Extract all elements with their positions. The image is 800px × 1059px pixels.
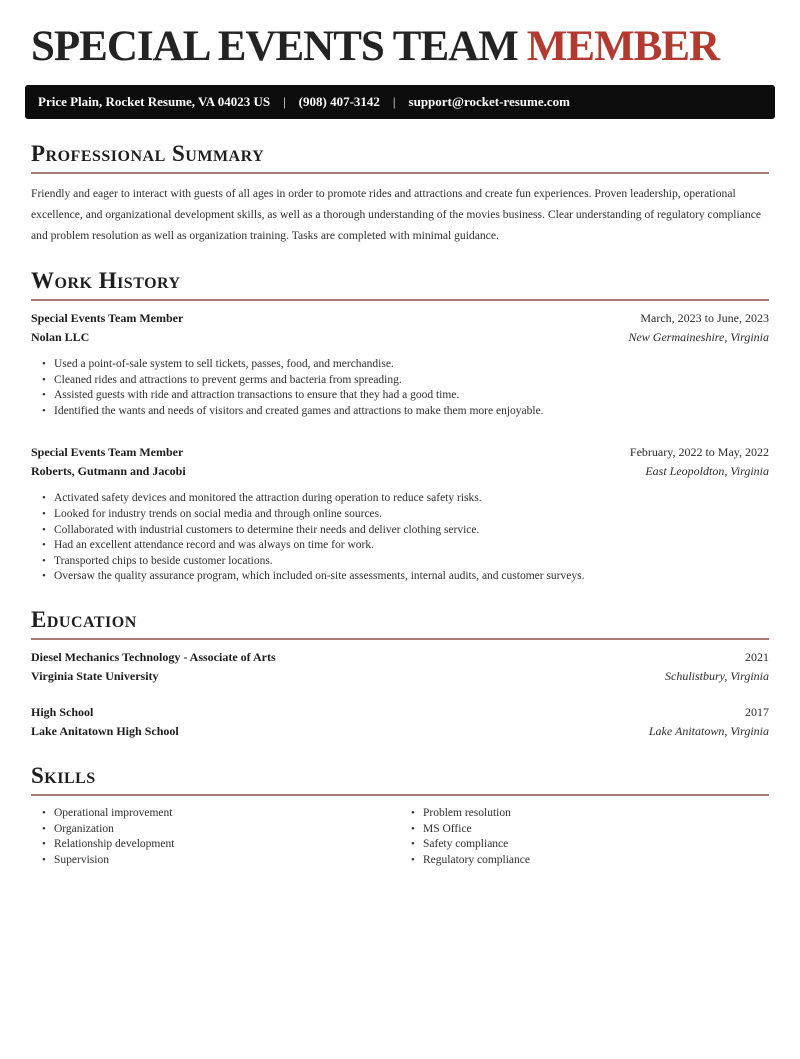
education-degree: High School bbox=[31, 704, 94, 719]
resume-content bbox=[31, 141, 769, 868]
job-entry bbox=[31, 309, 769, 419]
job-bullet: • Used a point-of-sale system to sell tickets, passes, food, and merchandise. bbox=[42, 357, 769, 373]
section-heading-work-history: Work History bbox=[31, 268, 769, 301]
education-location: Lake Anitatown, Virginia bbox=[648, 723, 769, 738]
resume-page bbox=[0, 24, 800, 1059]
page-title bbox=[31, 24, 769, 70]
education-school: Virginia State University bbox=[31, 668, 159, 683]
skill-item: • Safety compliance bbox=[411, 837, 769, 853]
skill-item: • Problem resolution bbox=[411, 806, 769, 822]
job-title: Special Events Team Member bbox=[31, 445, 184, 460]
job-bullet: • Cleaned rides and attractions to prevent germs and bacteria from spreading. bbox=[42, 373, 769, 389]
section-heading-professional-summary: Professional Summary bbox=[31, 141, 769, 174]
page-title-primary: SPECIAL EVENTS TEAM bbox=[31, 23, 518, 70]
skills-column-2 bbox=[411, 806, 769, 868]
education-entry bbox=[31, 648, 769, 686]
job-dates: March, 2023 to June, 2023 bbox=[640, 311, 769, 325]
job-entry bbox=[31, 443, 769, 585]
skills-column-1 bbox=[42, 806, 400, 868]
skill-item: • Operational improvement bbox=[42, 806, 400, 822]
section-heading-education: Education bbox=[31, 607, 769, 640]
contact-phone: (908) 407-3142 bbox=[298, 94, 380, 109]
contact-separator: | bbox=[283, 94, 286, 109]
job-bullet: • Transported chips to beside customer locations. bbox=[42, 554, 769, 570]
education-location: Schulistbury, Virginia bbox=[665, 668, 769, 683]
contact-bar bbox=[25, 85, 775, 119]
contact-address: Price Plain, Rocket Resume, VA 04023 US bbox=[38, 94, 271, 109]
education-year: 2017 bbox=[745, 704, 769, 719]
section-work-history bbox=[31, 268, 769, 585]
job-bullet: • Collaborated with industrial customers to determine their needs and deliver clothing service. bbox=[42, 523, 769, 539]
job-entry-header bbox=[31, 309, 769, 347]
section-skills bbox=[31, 763, 769, 868]
job-bullet: • Looked for industry trends on social media and through online sources. bbox=[42, 507, 769, 523]
job-company: Nolan LLC bbox=[31, 330, 90, 344]
contact-email: support@rocket-resume.com bbox=[408, 94, 570, 109]
education-year: 2021 bbox=[745, 649, 769, 664]
skill-item: • MS Office bbox=[411, 822, 769, 838]
education-entry bbox=[31, 703, 769, 741]
section-heading-skills: Skills bbox=[31, 763, 769, 796]
section-education bbox=[31, 607, 769, 741]
job-bullet: • Assisted guests with ride and attraction transactions to ensure that they had a good time. bbox=[42, 388, 769, 404]
skill-item: • Relationship development bbox=[42, 837, 400, 853]
job-company: Roberts, Gutmann and Jacobi bbox=[31, 464, 186, 479]
section-professional-summary bbox=[31, 141, 769, 246]
job-bullet: • Had an excellent attendance record and was always on time for work. bbox=[42, 538, 769, 554]
skill-item: • Supervision bbox=[42, 853, 400, 869]
page-title-accent: MEMBER bbox=[526, 23, 720, 70]
job-bullet-list bbox=[42, 357, 769, 419]
education-school: Lake Anitatown High School bbox=[31, 723, 179, 738]
education-degree: Diesel Mechanics Technology - Associate of Arts bbox=[31, 649, 276, 664]
job-location: East Leopoldton, Virginia bbox=[645, 464, 769, 479]
job-title: Special Events Team Member bbox=[31, 311, 184, 325]
job-location: New Germaineshire, Virginia bbox=[628, 330, 769, 344]
skill-item: • Regulatory compliance bbox=[411, 853, 769, 869]
job-bullet-list bbox=[42, 491, 769, 585]
job-bullet: • Identified the wants and needs of visitors and created games and attractions to make them more enjoyable. bbox=[42, 404, 769, 420]
job-dates: February, 2022 to May, 2022 bbox=[629, 445, 769, 460]
skill-item: • Organization bbox=[42, 822, 400, 838]
contact-separator: | bbox=[392, 94, 396, 109]
skills-grid bbox=[31, 806, 769, 868]
job-entry-header bbox=[31, 443, 769, 481]
job-bullet: • Oversaw the quality assurance program, which included on-site assessments, internal audits, and customer surveys. bbox=[42, 569, 769, 585]
job-bullet: • Activated safety devices and monitored the attraction during operation to reduce safety risks. bbox=[42, 491, 769, 507]
summary-text: Friendly and eager to interact with guests of all ages in order to promote rides and attractions and create fun experiences. Proven leadership, operational excellence, and organizational development skills, as well as a thorough understanding of the movies business. Clear understanding of regulatory compliance and problem resolution as well as organization training. Tasks are completed with minimal guidance. bbox=[31, 187, 761, 242]
